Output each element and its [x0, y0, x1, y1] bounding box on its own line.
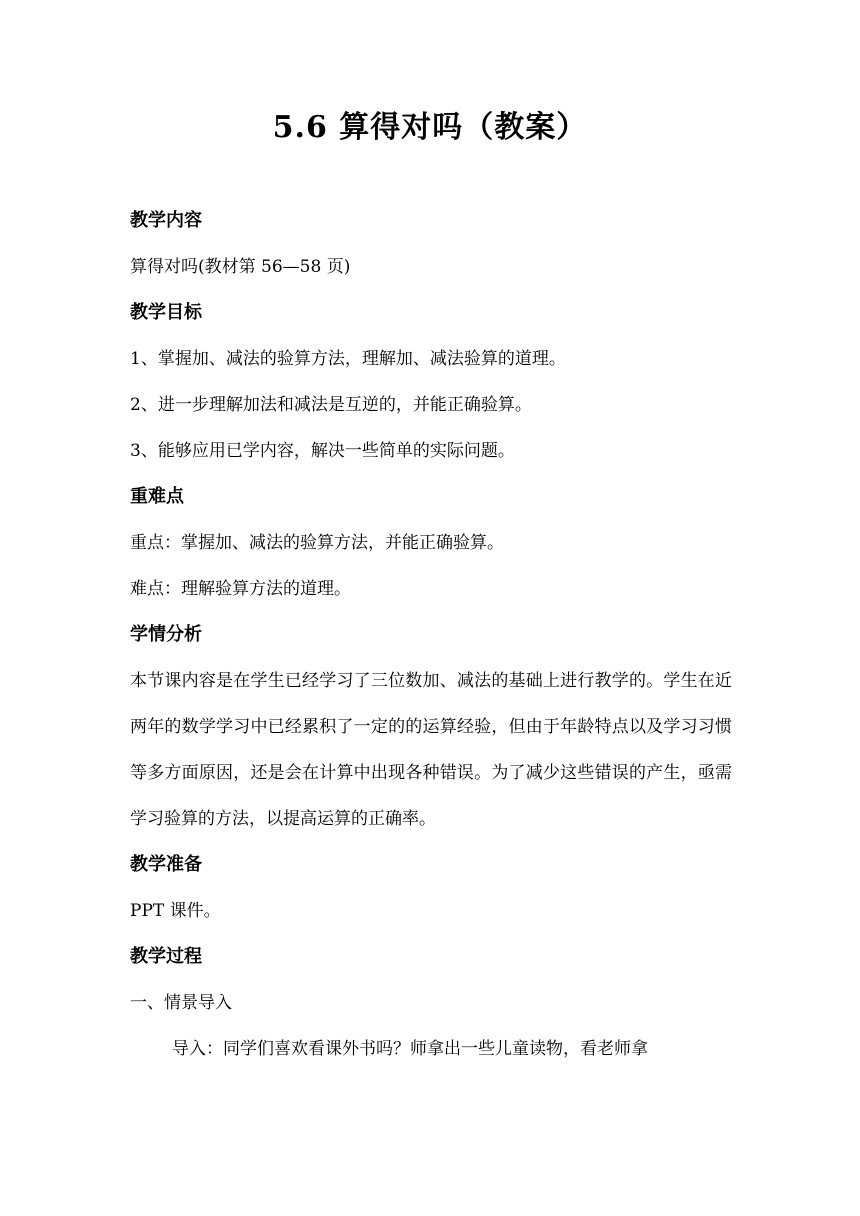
- difficult-point-text: 难点：理解验算方法的道理。: [130, 579, 351, 599]
- goal-item-1: 1、掌握加、减法的验算方法，理解加、减法验算的道理。: [130, 349, 566, 369]
- section-heading-preparation: 教学准备: [130, 854, 202, 875]
- process-intro-text: 导入：同学们喜欢看课外书吗？师拿出一些儿童读物，看老师拿: [172, 1039, 648, 1059]
- section-heading-content: 教学内容: [130, 210, 202, 231]
- goal-item-2: 2、进一步理解加法和减法是互逆的，并能正确验算。: [130, 395, 532, 415]
- section-heading-process: 教学过程: [130, 946, 202, 967]
- analysis-paragraph: 本节课内容是在学生已经学习了三位数加、减法的基础上进行教学的。学生在近两年的数学学习中已经累积了一定的的运算经验，但由于年龄特点以及学习习惯等多方面原因，还是会在计算中出现各种错误。为了减少这些错误的产生，亟需学习验算的方法，以提高运算的正确率。: [130, 671, 732, 829]
- content-text: 算得对吗(教材第 56—58 页): [130, 257, 351, 277]
- section-heading-goals: 教学目标: [130, 302, 202, 323]
- key-point-text: 重点：掌握加、减法的验算方法，并能正确验算。: [130, 533, 504, 553]
- section-heading-analysis: 学情分析: [130, 624, 202, 645]
- process-step-1: 一、情景导入: [130, 993, 232, 1013]
- section-heading-key-points: 重难点: [130, 486, 184, 507]
- preparation-text: PPT 课件。: [130, 901, 221, 921]
- document-body: [130, 198, 732, 1072]
- document-title: 5.6 算得对吗（教案）: [272, 110, 588, 145]
- goal-item-3: 3、能够应用已学内容，解决一些简单的实际问题。: [130, 441, 515, 461]
